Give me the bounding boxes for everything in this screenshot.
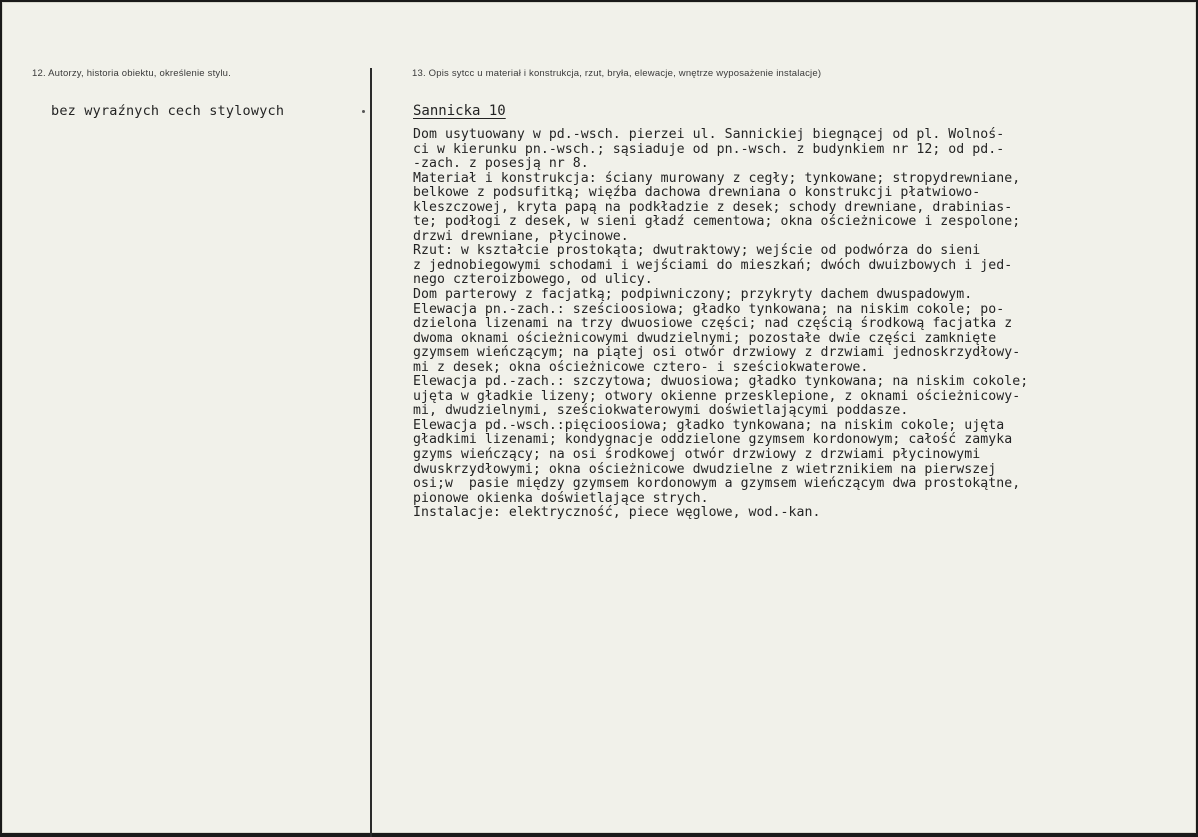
- document-sheet: [2, 2, 1196, 833]
- text-line: belkowe z podsufitką; więźba dachowa drewniana o konstrukcji płatwiowo-: [413, 185, 981, 201]
- text-line: Elewacja pd.-zach.: szczytowa; dwuosiowa; gładko tynkowana; na niskim cokole;: [413, 374, 1029, 390]
- text-line: z jednobiegowymi schodami i wejściami do mieszkań; dwóch dwuizbowych i jed-: [413, 257, 1013, 273]
- text-line: drzwi drewniane, płycinowe.: [413, 228, 629, 244]
- text-line: dwoma oknami ościeżnicowymi dwudzielnymi; pozostałe dwie części zamknięte: [413, 330, 997, 346]
- text-line: Materiał i konstrukcja: ściany murowany z cegły; tynkowane; stropydrewniane,: [413, 170, 1021, 186]
- text-line: Elewacja pd.-wsch.:pięcioosiowa; gładko tynkowana; na niskim cokole; ujęta: [413, 417, 1005, 433]
- text-line: dzielona lizenami na trzy dwuosiowe części; nad częścią środkową facjatka z: [413, 316, 1013, 332]
- text-line: dwuskrzydłowymi; okna ościeżnicowe dwudzielne z wietrznikiem na pierwszej: [413, 461, 997, 477]
- text-line: mi, dwudzielnymi, sześciokwaterowymi doświetlającymi poddasze.: [413, 403, 909, 419]
- text-line: nego czteroizbowego, od ulicy.: [413, 272, 653, 288]
- text-line: Dom parterowy z facjatką; podpiwniczony; przykryty dachem dwuspadowym.: [413, 287, 973, 303]
- column-divider: [370, 68, 372, 837]
- text-line: gzymsem wieńczącym; na piątej osi otwór drzwiowy z drzwiami jednoskrzydłowy-: [413, 345, 1021, 361]
- divider-mark: [362, 110, 365, 113]
- description-text: [413, 128, 1185, 521]
- style-note: bez wyraźnych cech stylowych: [51, 103, 285, 119]
- text-line: Rzut: w kształcie prostokąta; dwutraktowy; wejście od podwórza do sieni: [413, 243, 981, 259]
- text-line: Dom usytuowany w pd.-wsch. pierzei ul. Sannickiej biegnącej od pl. Wolnoś-: [413, 127, 1005, 142]
- section-12-heading: 12. Autorzy, historia obiektu, określenie stylu.: [32, 68, 231, 79]
- text-line: gzyms wieńczący; na osi środkowej otwór drzwiowy z drzwiami płycinowymi: [413, 447, 981, 463]
- text-line: pionowe okienka doświetlające strych.: [413, 490, 709, 506]
- text-line: osi;w pasie między gzymsem kordonowym a gzymsem wieńczącym dwa prostokątne,: [413, 476, 1021, 492]
- text-line: kleszczowej, kryta papą na podkładzie z desek; schody drewniane, drabinias-: [413, 199, 1013, 215]
- text-line: ujęta w gładkie lizeny; otwory okienne przesklepione, z oknami ościeżnicowy-: [413, 388, 1021, 404]
- text-line: Elewacja pn.-zach.: sześcioosiowa; gładko tynkowana; na niskim cokole; po-: [413, 301, 1005, 317]
- text-line: gładkimi lizenami; kondygnacje oddzielone gzymsem kordonowym; całość zamyka: [413, 432, 1013, 448]
- text-line: Instalacje: elektryczność, piece węglowe, wod.-kan.: [413, 505, 821, 521]
- text-line: -zach. z posesją nr 8.: [413, 156, 589, 172]
- text-line: mi z desek; okna ościeżnicowe cztero- i sześciokwaterowe.: [413, 359, 869, 375]
- text-line: ci w kierunku pn.-wsch.; sąsiaduje od pn.-wsch. z budynkiem nr 12; od pd.-: [413, 141, 1005, 157]
- text-line: te; podłogi z desek, w sieni gładź cementowa; okna ościeżnicowe i zespolone;: [413, 214, 1021, 230]
- address-heading: Sannicka 10: [413, 103, 506, 119]
- section-13-heading: 13. Opis sytcc u materiał i konstrukcja, rzut, bryła, elewacje, wnętrze wyposażenie instalacje): [412, 68, 822, 79]
